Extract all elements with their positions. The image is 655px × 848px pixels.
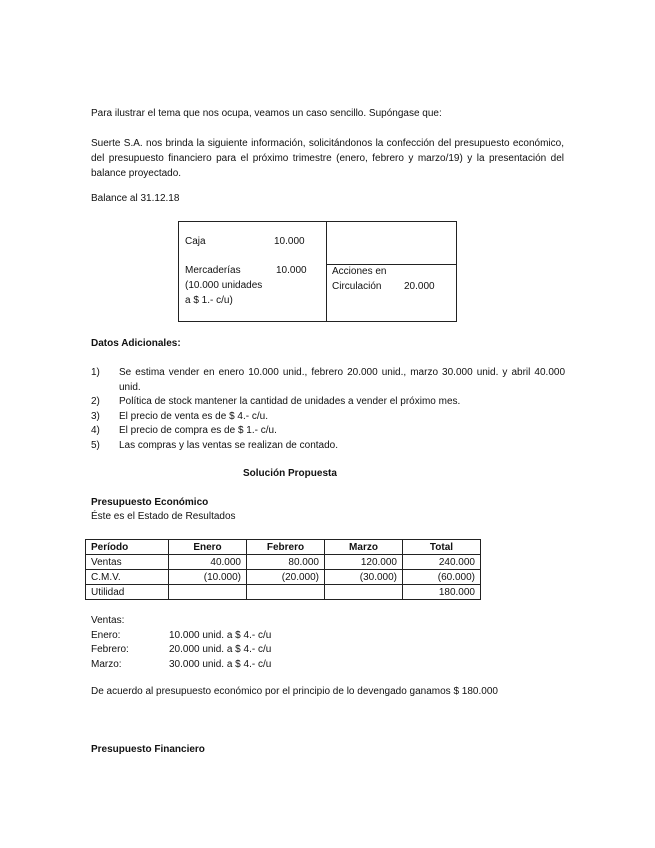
acciones-value: 20.000 bbox=[404, 281, 435, 292]
ventas-detail bbox=[91, 614, 271, 672]
list-item bbox=[91, 658, 271, 673]
solucion-title: Solución Propuesta bbox=[243, 468, 337, 479]
list-item-number: 3) bbox=[91, 410, 100, 422]
list-item bbox=[91, 410, 565, 425]
header-enero: Enero bbox=[169, 540, 247, 555]
list-item-text: Política de stock mantener la cantidad de unidades a vender el próximo mes. bbox=[119, 396, 461, 408]
ventas-month: Marzo: bbox=[91, 658, 122, 670]
ventas-amount: 30.000 unid. a $ 4.- c/u bbox=[169, 658, 272, 670]
datos-adicionales-title: Datos Adicionales: bbox=[91, 338, 181, 349]
table-cell: Ventas bbox=[86, 555, 169, 570]
datos-list bbox=[91, 366, 565, 454]
table-row bbox=[86, 585, 481, 600]
balance-title: Balance al 31.12.18 bbox=[91, 193, 180, 204]
table-cell: (20.000) bbox=[247, 570, 325, 585]
list-item bbox=[91, 629, 271, 644]
table-row bbox=[86, 555, 481, 570]
table-header-row bbox=[86, 540, 481, 555]
table-cell: 40.000 bbox=[169, 555, 247, 570]
ventas-amount: 10.000 unid. a $ 4.- c/u bbox=[169, 629, 272, 641]
estado-resultados-subtitle: Éste es el Estado de Resultados bbox=[91, 511, 236, 522]
mercaderias-label: Mercaderías bbox=[185, 265, 241, 276]
table-cell: (10.000) bbox=[169, 570, 247, 585]
statement-paragraph: Suerte S.A. nos brinda la siguiente información, solicitándonos la confección del presupuesto económico, del presupuesto financiero para el próximo trimestre (enero, febrero y marzo/19) y la presentación del balance proyectado. bbox=[91, 138, 564, 179]
header-total: Total bbox=[403, 540, 481, 555]
table-cell: 80.000 bbox=[247, 555, 325, 570]
table-cell: 240.000 bbox=[403, 555, 481, 570]
presupuesto-financiero-title: Presupuesto Financiero bbox=[91, 744, 205, 755]
list-item-number: 5) bbox=[91, 439, 100, 451]
ventas-month: Febrero: bbox=[91, 644, 129, 655]
table-cell: (30.000) bbox=[325, 570, 403, 585]
acciones-label-1: Acciones en bbox=[332, 266, 387, 277]
mercaderias-detail-1: (10.000 unidades bbox=[185, 280, 263, 291]
table-cell bbox=[325, 585, 403, 600]
intro-paragraph: Para ilustrar el tema que nos ocupa, veamos un caso sencillo. Supóngase que: bbox=[91, 108, 442, 119]
ventas-title: Ventas: bbox=[91, 615, 125, 626]
list-item-text: El precio de compra es de $ 1.- c/u. bbox=[119, 425, 277, 437]
list-item bbox=[91, 424, 565, 439]
balance-divider-horizontal bbox=[326, 264, 456, 265]
table-cell: Utilidad bbox=[86, 585, 169, 600]
ventas-amount: 20.000 unid. a $ 4.- c/u bbox=[169, 644, 272, 655]
header-febrero: Febrero bbox=[247, 540, 325, 555]
balance-sheet bbox=[178, 221, 457, 322]
header-marzo: Marzo bbox=[325, 540, 403, 555]
list-item-text: El precio de venta es de $ 4.- c/u. bbox=[119, 410, 268, 422]
list-item-text: Se estima vender en enero 10.000 unid., febrero 20.000 unid., marzo 30.000 unid. y abril 40.000 unid. bbox=[119, 367, 565, 393]
acciones-label-2: Circulación bbox=[332, 281, 382, 292]
estado-resultados-table bbox=[85, 539, 481, 600]
list-item-number: 1) bbox=[91, 367, 100, 378]
caja-label: Caja bbox=[185, 236, 206, 247]
list-item bbox=[91, 395, 565, 410]
table-row bbox=[86, 570, 481, 585]
list-item bbox=[91, 439, 565, 454]
list-item-number: 2) bbox=[91, 396, 100, 408]
table-cell: (60.000) bbox=[403, 570, 481, 585]
presupuesto-economico-title: Presupuesto Económico bbox=[91, 497, 209, 508]
table-cell bbox=[247, 585, 325, 600]
table-cell: 120.000 bbox=[325, 555, 403, 570]
list-item bbox=[91, 366, 565, 395]
balance-divider-vertical bbox=[326, 222, 327, 321]
list-item-text: Las compras y las ventas se realizan de contado. bbox=[119, 439, 339, 451]
list-item bbox=[91, 643, 271, 658]
mercaderias-detail-2: a $ 1.- c/u) bbox=[185, 295, 233, 306]
table-cell bbox=[169, 585, 247, 600]
caja-value: 10.000 bbox=[274, 236, 305, 247]
mercaderias-value: 10.000 bbox=[276, 265, 307, 276]
conclusion-text: De acuerdo al presupuesto económico por el principio de lo devengado ganamos $ 180.000 bbox=[91, 686, 498, 697]
table-cell: C.M.V. bbox=[86, 570, 169, 585]
table-cell: 180.000 bbox=[403, 585, 481, 600]
ventas-month: Enero: bbox=[91, 629, 121, 641]
list-item-number: 4) bbox=[91, 425, 100, 437]
header-periodo: Período bbox=[86, 540, 169, 555]
